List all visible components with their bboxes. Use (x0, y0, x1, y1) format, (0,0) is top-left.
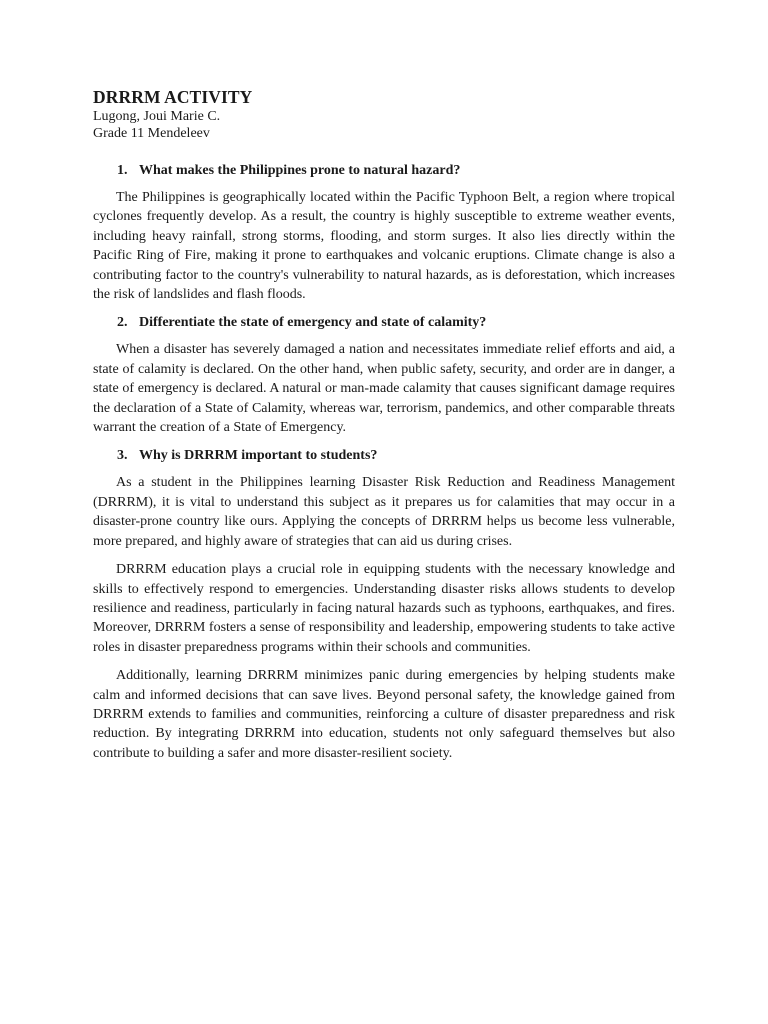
question-2 (93, 314, 675, 332)
answer-paragraph: As a student in the Philippines learning Disaster Risk Reduction and Readiness Management (DRRRM), it is vital to understand this subject as it prepares us for calamities that may occur in a disaster-prone country like ours. Applying the concepts of DRRRM helps us become less vulnerable, more prepared, and highly aware of strategies that can aid us during crises. (93, 475, 675, 549)
question-number: 1. (117, 163, 128, 178)
question-1 (93, 162, 675, 180)
question-number: 2. (117, 315, 128, 331)
question-text: Why is DRRRM important to students? (139, 448, 378, 464)
question-number: 3. (117, 448, 128, 464)
document-title: DRRRM ACTIVITY (93, 87, 253, 107)
question-text: What makes the Philippines prone to natural hazard? (139, 163, 461, 178)
grade-section: Grade 11 Mendeleev (93, 126, 210, 141)
document-page (93, 86, 675, 763)
answer-paragraph: When a disaster has severely damaged a nation and necessitates immediate relief efforts and aid, a state of calamity is declared. On the other hand, when public safety, security, and order are in danger, a state of emergency is declared. A natural or man-made calamity that causes significant damage requires the declaration of a State of Calamity, whereas war, terrorism, pandemics, and other comparable threats warrant the creation of a State of Emergency. (93, 342, 675, 436)
answer-paragraph: DRRRM education plays a crucial role in equipping students with the necessary knowledge and skills to effectively respond to emergencies. Understanding disaster risks allows students to develop resilience and readiness, particularly in facing natural hazards such as typhoons, earthquakes, and fires. Moreover, DRRRM fosters a sense of responsibility and leadership, empowering students to take active roles in disaster preparedness programs within their schools and communities. (93, 562, 675, 655)
author-name: Lugong, Joui Marie C. (93, 109, 221, 124)
answer-paragraph: Additionally, learning DRRRM minimizes panic during emergencies by helping students make calm and informed decisions that can save lives. Beyond personal safety, the knowledge gained from DRRRM extends to families and communities, reinforcing a culture of disaster preparedness and risk reduction. By integrating DRRRM into education, students not only safeguard themselves but also contribute to building a safer and more disaster-resilient society. (93, 668, 675, 761)
question-text: Differentiate the state of emergency and state of calamity? (139, 315, 487, 331)
question-3 (93, 447, 675, 465)
answer-paragraph: The Philippines is geographically located within the Pacific Typhoon Belt, a region where tropical cyclones frequently develop. As a result, the country is highly susceptible to extreme weather events, including heavy rainfall, strong storms, flooding, and storm surges. It also lies directly within the Pacific Ring of Fire, making it prone to earthquakes and volcanic eruptions. Climate change is also a contributing factor to the country's vulnerability to natural hazards, as is deforestation, which increases the risk of landslides and flash floods. (93, 190, 675, 303)
